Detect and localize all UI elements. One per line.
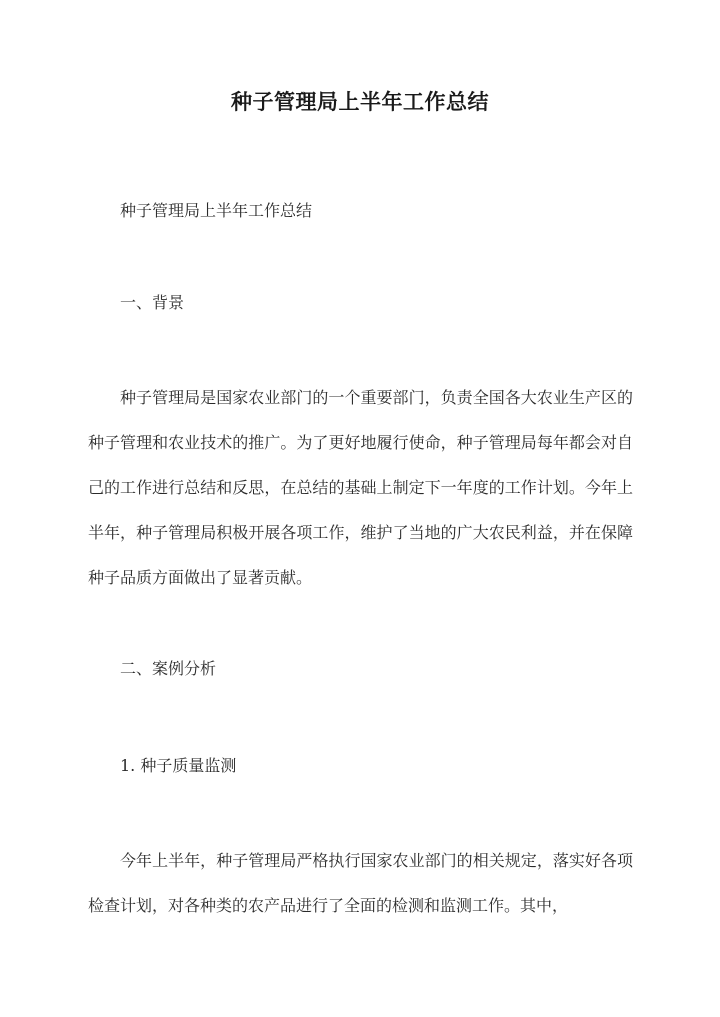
section-heading-background: 一、背景	[120, 293, 185, 312]
section-heading-case-analysis: 二、案例分析	[120, 659, 217, 678]
document-subtitle: 种子管理局上半年工作总结	[120, 201, 313, 220]
seed-quality-paragraph: 今年上半年，种子管理局严格执行国家农业部门的相关规定，落实好各项检查计划，对各种类的农产品进行了全面的检测和监测工作。其中，	[88, 851, 633, 915]
subsection-heading-seed-quality: 1. 种子质量监测	[120, 756, 237, 775]
document-title: 种子管理局上半年工作总结	[231, 89, 489, 114]
background-paragraph: 种子管理局是国家农业部门的一个重要部门，负责全国各大农业生产区的种子管理和农业技术的推广。为了更好地履行使命，种子管理局每年都会对自己的工作进行总结和反思，在总结的基础上制定下一年度的工作计划。今年上半年，种子管理局积极开展各项工作，维护了当地的广大农民利益，并在保障种子品质方面做出了显著贡献。	[88, 388, 633, 587]
